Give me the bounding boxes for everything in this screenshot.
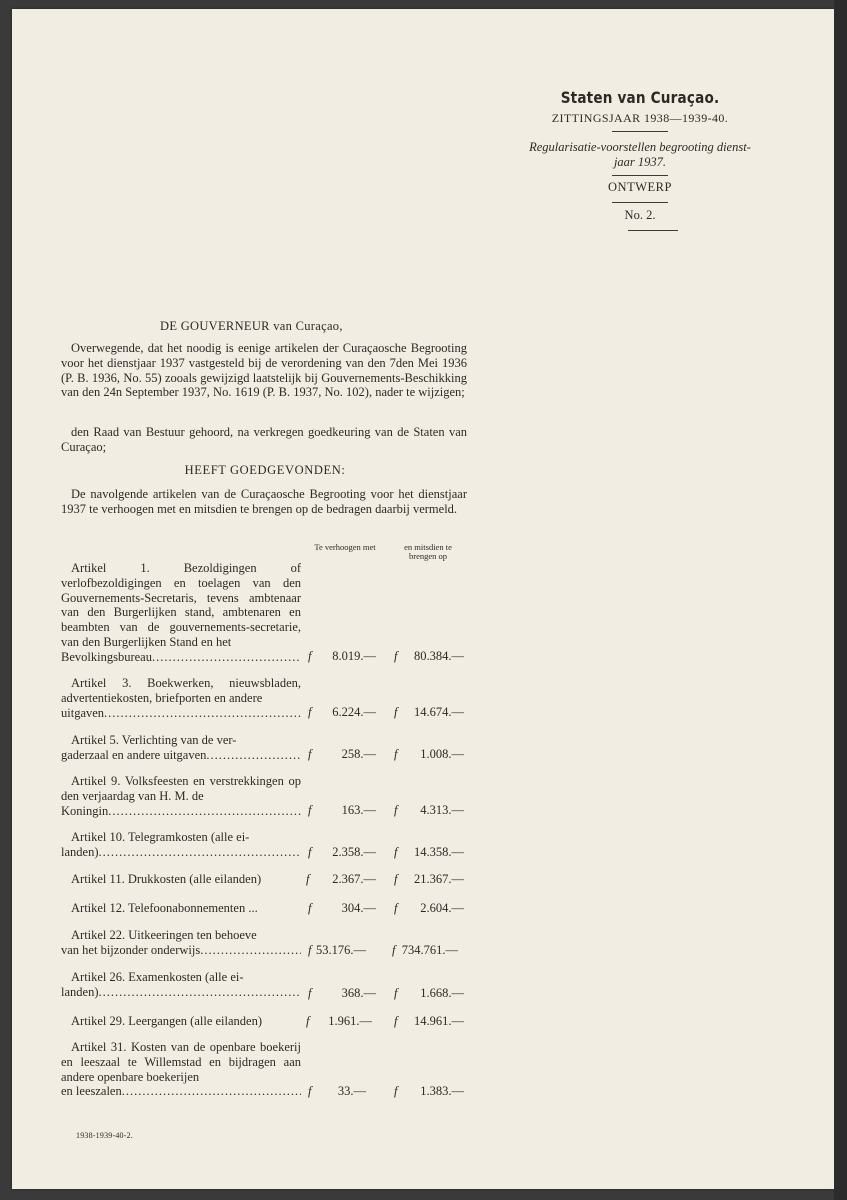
total-amount: 14.961.— <box>414 1014 464 1028</box>
print-code: 1938-1939-40-2. <box>76 1131 133 1140</box>
currency-symbol: f <box>308 803 312 817</box>
article-1 <box>61 561 301 665</box>
increase-amount: 258.— <box>341 747 376 761</box>
column-header-total <box>392 543 464 561</box>
currency-symbol: f <box>394 986 398 1000</box>
divider <box>612 131 668 132</box>
draft-label: ONTWERP <box>608 180 672 194</box>
leader-dots <box>152 650 301 665</box>
currency-symbol: f <box>394 901 398 915</box>
increase-amount: 1.961.— <box>328 1014 372 1028</box>
article-text: Artikel 10. Telegramkosten (alle ei- <box>71 830 250 844</box>
article-label: gaderzaal en andere uitgaven <box>61 747 207 762</box>
leader-dots <box>108 804 301 819</box>
increase-amount: 8.019.— <box>332 649 376 663</box>
column-header-total-line-1: en mitsdien te <box>404 542 452 552</box>
increase-amount: 368.— <box>341 986 376 1000</box>
article-text: Artikel 9. Volksfeesten en verstrekkingen op den verjaardag van H. M. de <box>61 774 301 803</box>
article-label: en leeszalen <box>61 1084 122 1099</box>
article-label: landen) <box>61 984 99 999</box>
increase-amount: 6.224.— <box>332 705 376 719</box>
total-amount: 1.668.— <box>420 986 464 1000</box>
preamble-paragraph-1: Overwegende, dat het noodig is eenige artikelen der Curaçaosche Begrooting voor het dienstjaar 1937 vastgesteld bij de verordening van den 7den Mei 1936 (P. B. 1936, No. 55) zooals gewijzigd laatstelijk bij Gouvernements-Beschikking van den 24n September 1937, No. 1619 (P. B. 1937, No. 102), nader te wijzigen; <box>61 341 467 400</box>
currency-symbol: f <box>306 872 310 886</box>
article-5 <box>61 733 301 763</box>
currency-symbol: f <box>394 1014 398 1028</box>
currency-symbol: f <box>308 705 312 719</box>
currency-symbol: f <box>306 1014 310 1028</box>
currency-symbol: f <box>308 747 312 761</box>
increase-amount: 304.— <box>341 901 376 915</box>
article-label: landen) <box>61 844 99 859</box>
currency-symbol: f <box>392 943 396 957</box>
subject-line-1: Regularisatie-voorstellen begrooting dienst- <box>529 140 751 154</box>
article-3 <box>61 676 301 720</box>
total-amount: 1.008.— <box>420 747 464 761</box>
leader-dots <box>104 706 301 721</box>
article-26 <box>61 970 301 1000</box>
article-22 <box>61 928 301 958</box>
divider <box>628 230 678 231</box>
leader-dots <box>98 985 301 1000</box>
total-amount: 4.313.— <box>420 803 464 817</box>
currency-symbol: f <box>308 943 312 957</box>
article-9 <box>61 774 301 818</box>
increase-amount: 2.358.— <box>332 845 376 859</box>
currency-symbol: f <box>394 845 398 859</box>
article-label: Koningin <box>61 803 109 818</box>
currency-symbol: f <box>394 747 398 761</box>
currency-symbol: f <box>308 845 312 859</box>
currency-symbol: f <box>394 803 398 817</box>
column-header-increase: Te verhoogen met <box>314 542 376 552</box>
subject-line-2: jaar 1937. <box>613 155 667 169</box>
total-amount: 2.604.— <box>420 901 464 915</box>
article-text: Artikel 26. Examenkosten (alle ei- <box>71 970 244 984</box>
increase-amount: 33.— <box>337 1084 366 1098</box>
page-edge <box>834 0 847 1200</box>
divider <box>612 175 668 176</box>
divider <box>612 202 668 203</box>
leader-dots <box>122 1084 301 1099</box>
document-title: Staten van Curaçao. <box>560 88 720 107</box>
total-amount: 80.384.— <box>414 649 464 663</box>
article-label: Artikel 11. Drukkosten (alle eilanden) <box>71 872 262 886</box>
article-label: uitgaven <box>61 705 105 720</box>
article-text: Artikel 1. Bezoldigingen of verlofbezoldigingen en toelagen van den Gouvernements-Secretaris, tevens ambtenaar van den Burgerlijken stand, ambtenaren en beambten van de gouvernements-secretarie, van den Burgerlijken Stand en het <box>61 561 301 649</box>
currency-symbol: f <box>308 649 312 663</box>
currency-symbol: f <box>394 872 398 886</box>
session-year: ZITTINGSJAAR 1938—1939-40. <box>551 111 729 125</box>
article-label: Artikel 29. Leergangen (alle eilanden) <box>71 1014 263 1028</box>
article-text: Artikel 31. Kosten van de openbare boekerij en leeszaal te Willemstad en bijdragen aan andere openbare boekerijen <box>61 1040 301 1084</box>
currency-symbol: f <box>394 1084 398 1098</box>
article-text: Artikel 22. Uitkeeringen ten behoeve <box>71 928 257 942</box>
increase-amount: 163.— <box>341 803 376 817</box>
article-29 <box>61 1014 301 1029</box>
governor-heading: DE GOUVERNEUR van Curaçao, <box>160 319 343 333</box>
article-12 <box>61 901 301 916</box>
currency-symbol: f <box>308 1084 312 1098</box>
article-label: Bevolkingsbureau <box>61 649 152 664</box>
article-label: van het bijzonder onderwijs <box>61 942 201 957</box>
article-10 <box>61 830 301 860</box>
currency-symbol: f <box>394 705 398 719</box>
column-header-total-line-2: brengen op <box>408 551 447 561</box>
total-amount: 1.383.— <box>420 1084 464 1098</box>
total-amount: 14.674.— <box>414 705 464 719</box>
document-number: No. 2. <box>624 208 656 222</box>
increase-amount: 53.176.— <box>316 943 366 957</box>
currency-symbol: f <box>308 986 312 1000</box>
article-text: Artikel 5. Verlichting van de ver- <box>71 733 237 747</box>
preamble-paragraph-2: den Raad van Bestuur gehoord, na verkregen goedkeuring van de Staten van Curaçao; <box>61 425 467 454</box>
currency-symbol: f <box>394 649 398 663</box>
leader-dots <box>206 748 301 763</box>
decision-heading: HEEFT GOEDGEVONDEN: <box>184 463 346 477</box>
leader-dots <box>98 845 301 860</box>
currency-symbol: f <box>308 901 312 915</box>
total-amount: 734.761.— <box>401 943 458 957</box>
subject <box>515 140 765 170</box>
article-label: Artikel 12. Telefoonabonnementen ... <box>71 901 258 915</box>
preamble-paragraph-3: De navolgende artikelen van de Curaçaosche Begrooting voor het dienstjaar 1937 te verhoogen met en mitsdien te brengen op de bedragen daarbij vermeld. <box>61 487 467 516</box>
article-31 <box>61 1040 301 1099</box>
article-text: Artikel 3. Boekwerken, nieuwsbladen, advertentiekosten, briefporten en andere <box>61 676 301 705</box>
article-11 <box>61 872 301 887</box>
total-amount: 14.358.— <box>414 845 464 859</box>
increase-amount: 2.367.— <box>332 872 376 886</box>
total-amount: 21.367.— <box>414 872 464 886</box>
leader-dots <box>200 943 301 958</box>
